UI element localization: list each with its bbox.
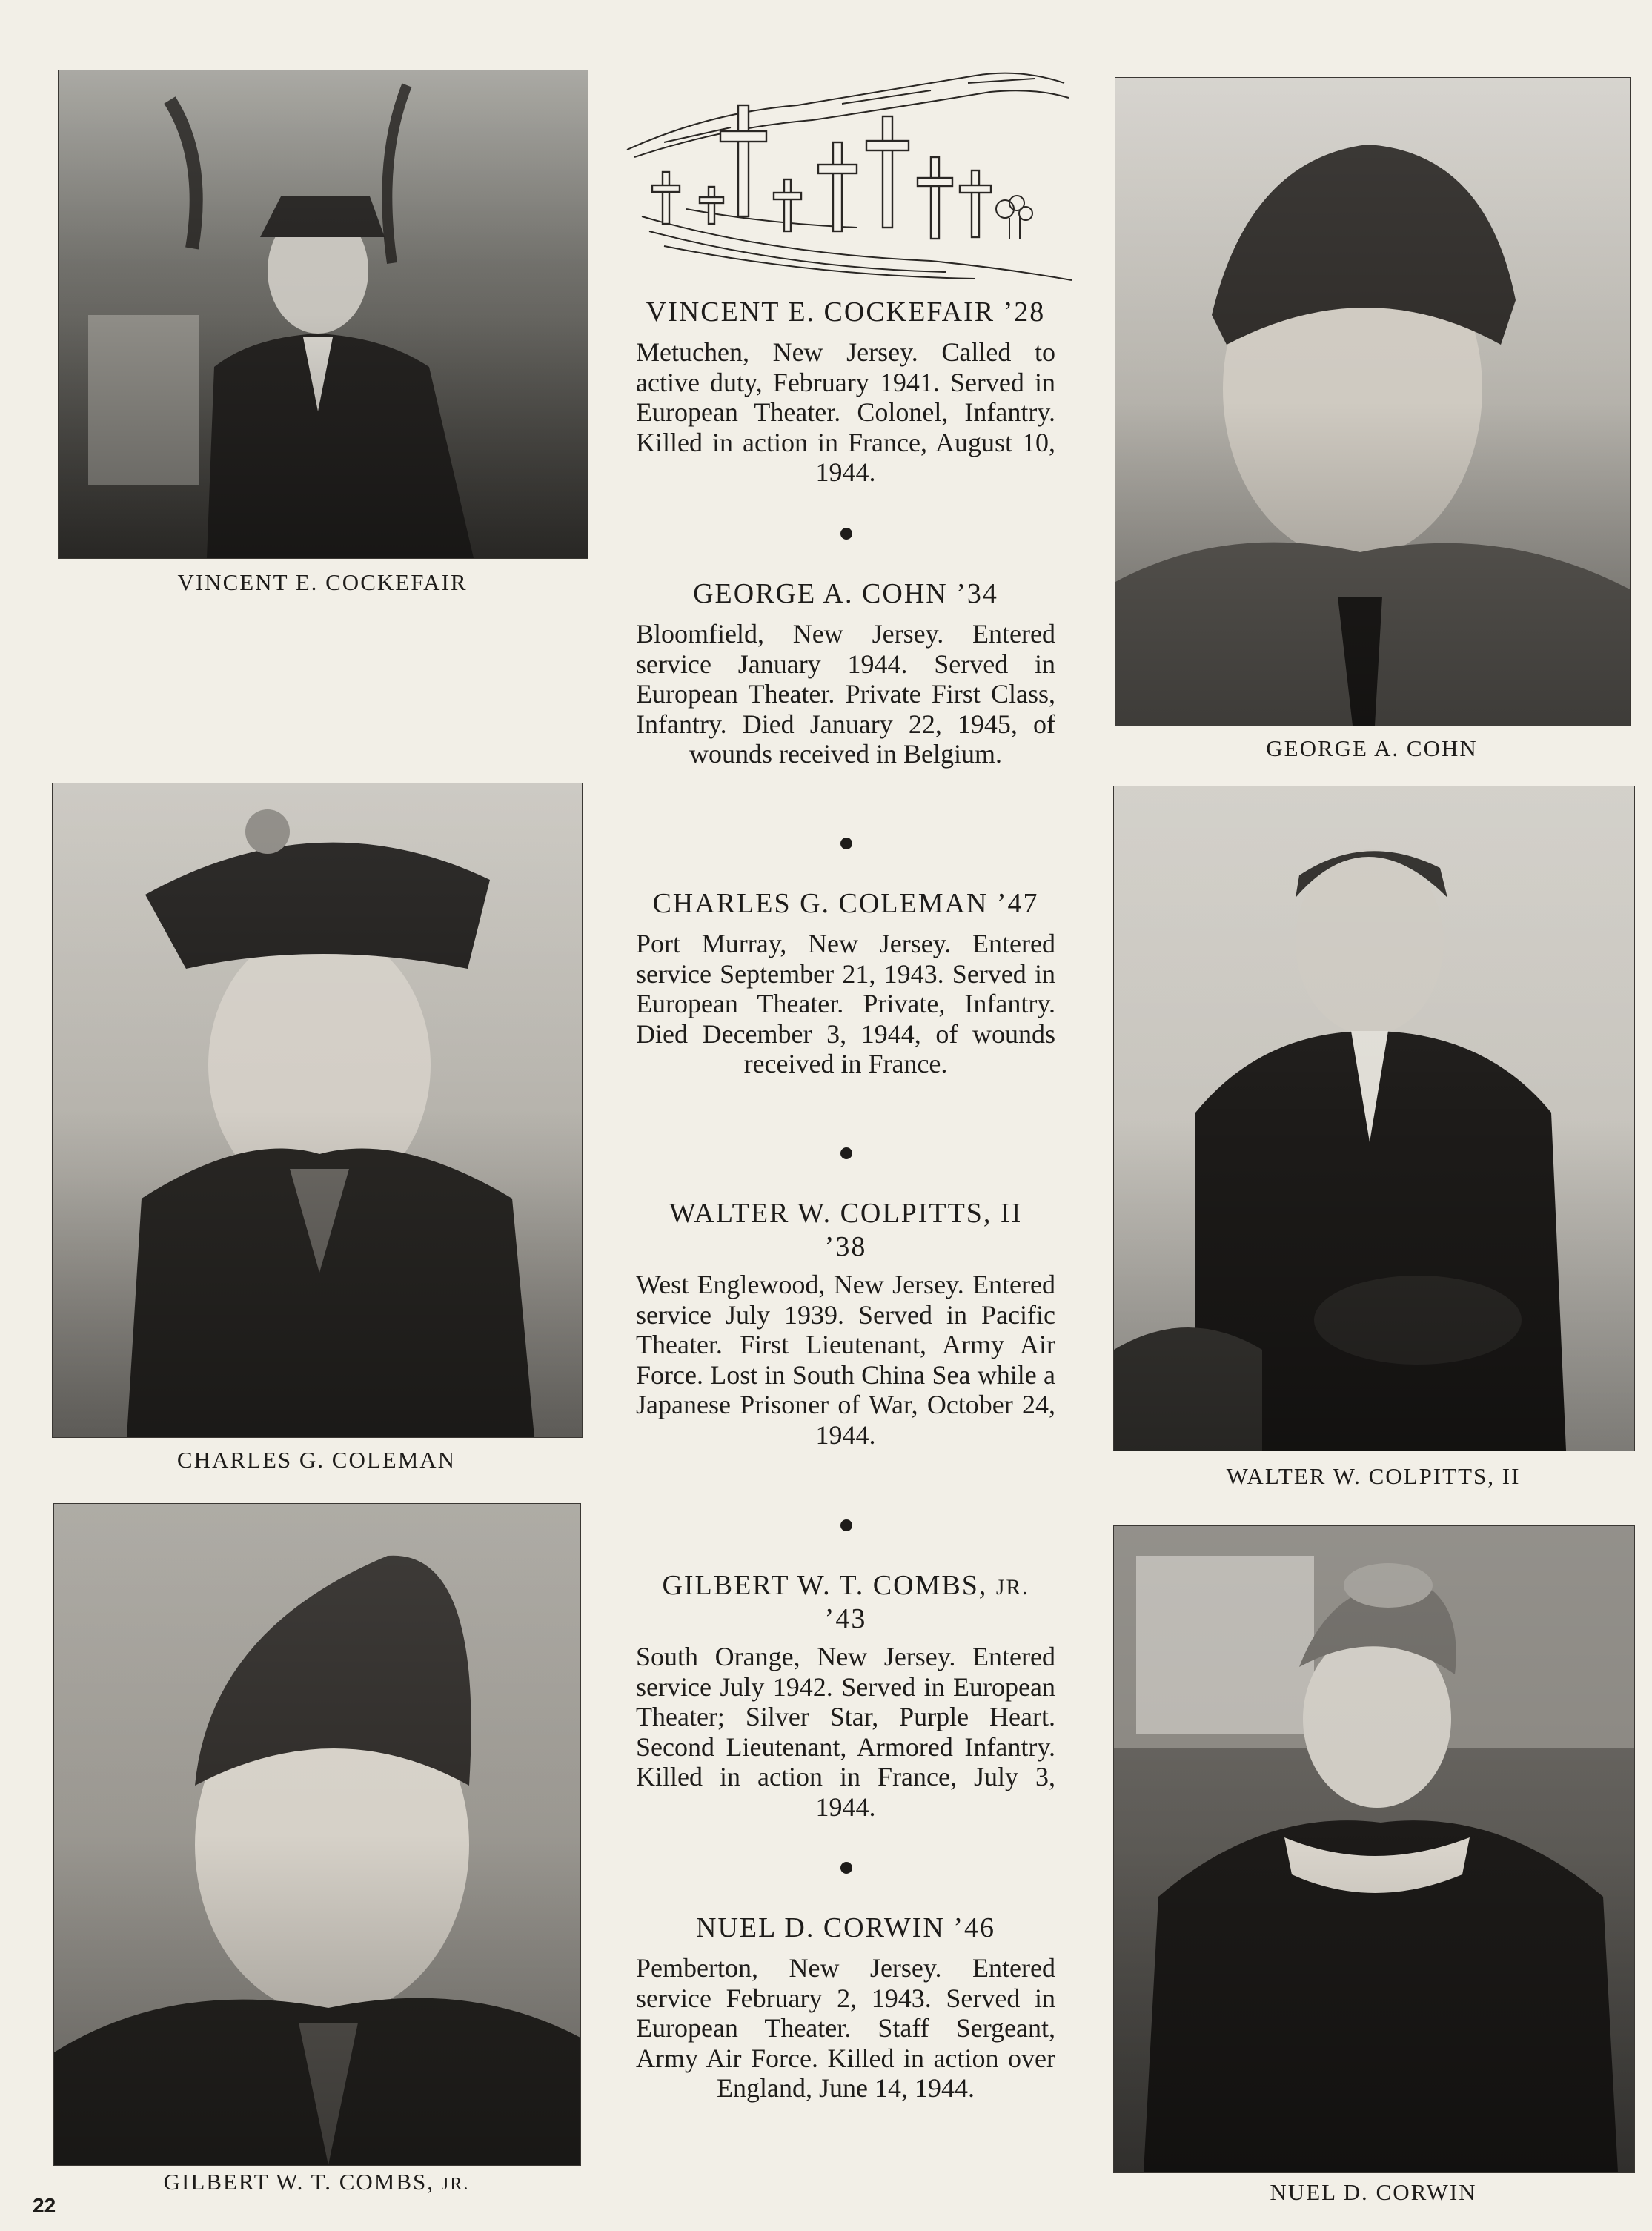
entry-biography: Bloomfield, New Jersey. Entered service January 1944. Served in European Theater. Private First Class, Infantry. Died January 22, 1945, of wounds received in Belgium. [636, 619, 1055, 769]
separator-bullet [840, 528, 852, 540]
photo-caption-text: VINCENT E. COCKEFAIR [177, 569, 468, 595]
memorial-entry-corwin [636, 1912, 1055, 2104]
photo-caption-coleman [52, 1447, 581, 1473]
photo-caption-text: WALTER W. COLPITTS, II [1226, 1463, 1521, 1489]
separator-bullet [840, 838, 852, 849]
page-number: 22 [33, 2194, 56, 2217]
memorial-entry-cockefair [636, 296, 1055, 488]
entry-name: GILBERT W. T. COMBS, JR. ’43 [662, 1570, 1029, 1634]
photo-caption-text: GILBERT W. T. COMBS, [163, 2169, 442, 2195]
entry-biography: Pemberton, New Jersey. Entered service February 2, 1943. Served in European Theater. Staff Sergeant, Army Air Force. Killed in action over England, June 14, 1944. [636, 1953, 1055, 2103]
separator-bullet [840, 1862, 852, 1874]
portrait-photo-corwin [1113, 1525, 1635, 2173]
entry-name: GEORGE A. COHN ’34 [693, 578, 998, 609]
memorial-entry-colpitts [636, 1198, 1055, 1450]
portrait-photo-colpitts [1113, 786, 1635, 1451]
entry-biography: South Orange, New Jersey. Entered service July 1942. Served in European Theater; Silver Star, Purple Heart. Second Lieutenant, Armored Infantry. Killed in action in France, July 3, 1944. [636, 1642, 1055, 1822]
photo-caption-text: NUEL D. CORWIN [1270, 2179, 1477, 2205]
photo-caption-combs: GILBERT W. T. COMBS, JR. [163, 2169, 470, 2195]
portrait-photo-coleman [52, 783, 583, 1438]
portrait-photo-combs [53, 1503, 581, 2166]
photo-caption-text: CHARLES G. COLEMAN [176, 1447, 457, 1473]
memorial-entry-coleman [636, 888, 1055, 1079]
separator-bullet [840, 1147, 852, 1159]
memorial-entry-cohn [636, 578, 1055, 769]
photo-caption-text: GEORGE A. COHN [1266, 735, 1478, 761]
entry-name: WALTER W. COLPITTS, II ’38 [669, 1198, 1023, 1262]
cemetery-crosses-illustration [620, 61, 1075, 283]
portrait-photo-cockefair [58, 70, 588, 559]
entry-biography: West Englewood, New Jersey. Entered service July 1939. Served in Pacific Theater. First Lieutenant, Army Air Force. Lost in South China Sea while a Japanese Prisoner of War, October 24, 1944. [636, 1270, 1055, 1450]
photo-caption-corwin [1113, 2179, 1633, 2206]
entry-biography: Port Murray, New Jersey. Entered service September 21, 1943. Served in European Theater. Private, Infantry. Died December 3, 1944, of wounds received in France. [636, 929, 1055, 1078]
entry-biography: Metuchen, New Jersey. Called to active duty, February 1941. Served in European Theater. Colonel, Infantry. Killed in action in France, August 10, 1944. [636, 337, 1055, 487]
memorial-entry-combs [636, 1570, 1055, 1822]
photo-caption-cohn [1115, 735, 1629, 762]
separator-bullet [840, 1519, 852, 1531]
photo-caption-cockefair [58, 569, 587, 596]
photo-caption-colpitts [1113, 1463, 1633, 1490]
entry-name: NUEL D. CORWIN ’46 [696, 1912, 995, 1943]
entry-name: CHARLES G. COLEMAN ’47 [652, 888, 1039, 919]
portrait-photo-cohn [1115, 77, 1631, 726]
entry-name: VINCENT E. COCKEFAIR ’28 [646, 296, 1046, 328]
